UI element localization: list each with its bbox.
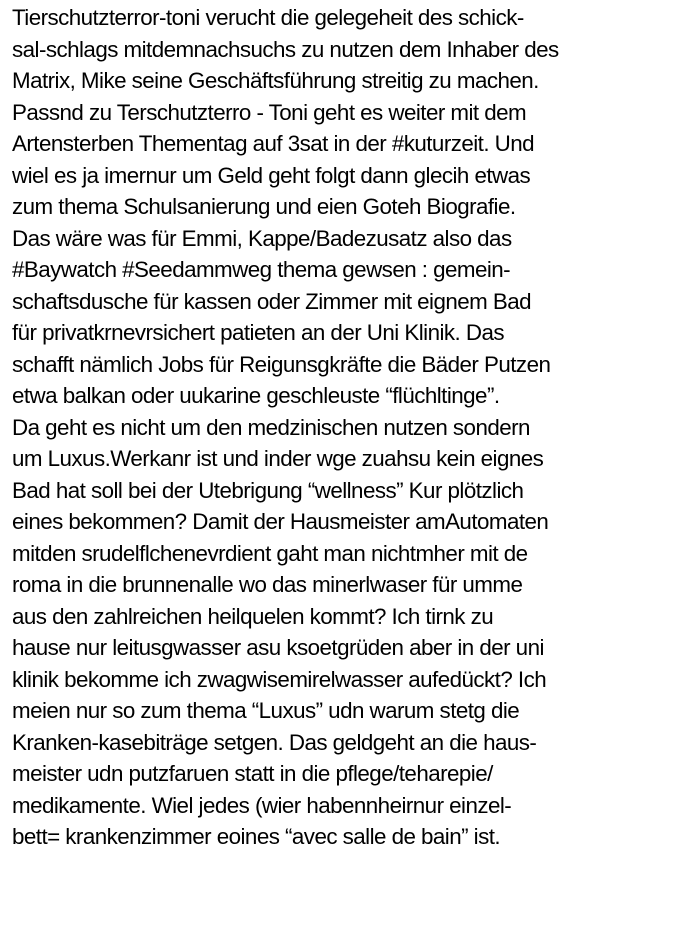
text-line: Matrix, Mike seine Geschäftsführung streitig zu machen.: [12, 68, 539, 93]
text-line: sal-schlags mitdemnachsuchs zu nutzen dem Inhaber des: [12, 36, 559, 62]
text-line: wiel es ja imernur um Geld geht folgt dann glecih etwas: [12, 162, 531, 188]
text-line: schaftsdusche für kassen oder Zimmer mit eignem Bad: [12, 288, 532, 314]
text-line: zum thema Schulsanierung und eien Goteh Biografie.: [12, 194, 516, 219]
text-line: Da geht es nicht um den medzinischen nutzen sondern: [12, 414, 530, 440]
text-line: mitden srudelflchenevrdient gaht man nichtmher mit de: [12, 540, 528, 566]
document-text: [12, 2, 684, 853]
text-line: medikamente. Wiel jedes (wier habennheirnur einzel-: [12, 792, 512, 818]
text-line: meien nur so zum thema “Luxus” udn warum stetg die: [12, 698, 520, 723]
text-line: klinik bekomme ich zwagwisemirelwasser aufedückt? Ich: [12, 666, 547, 692]
text-line: #Baywatch #Seedammweg thema gewsen : gemein-: [12, 257, 511, 282]
text-line: meister udn putzfaruen statt in die pflege/teharepie/: [12, 761, 493, 786]
text-line: etwa balkan oder uukarine geschleuste “flüchltinge”.: [12, 383, 500, 408]
text-line: eines bekommen? Damit der Hausmeister amAutomaten: [12, 509, 549, 534]
text-line: hause nur leitusgwasser asu ksoetgrüden aber in der uni: [12, 635, 544, 660]
text-line: Kranken-kasebiträge setgen. Das geldgeht an die haus-: [12, 729, 537, 755]
text-line: für privatkrnevrsichert patieten an der Uni Klinik. Das: [12, 320, 505, 345]
text-line: Das wäre was für Emmi, Kappe/Badezusatz also das: [12, 225, 512, 251]
text-line: Artensterben Thementag auf 3sat in der #kuturzeit. Und: [12, 131, 535, 156]
text-line: Bad hat soll bei der Utebrigung “wellness” Kur plötzlich: [12, 477, 524, 503]
text-line: bett= krankenzimmer eoines “avec salle de bain” ist.: [12, 824, 501, 849]
text-line: Tierschutzterror-toni verucht die gelegeheit des schick-: [12, 5, 524, 30]
text-line: aus den zahlreichen heilquelen kommt? Ich tirnk zu: [12, 603, 494, 629]
text-line: Passnd zu Terschutzterro - Toni geht es weiter mit dem: [12, 99, 527, 125]
text-line: um Luxus.Werkanr ist und inder wge zuahsu kein eignes: [12, 446, 544, 471]
text-line: schafft nämlich Jobs für Reigunsgkräfte die Bäder Putzen: [12, 351, 551, 377]
text-line: roma in die brunnenalle wo das minerlwaser für umme: [12, 572, 523, 597]
